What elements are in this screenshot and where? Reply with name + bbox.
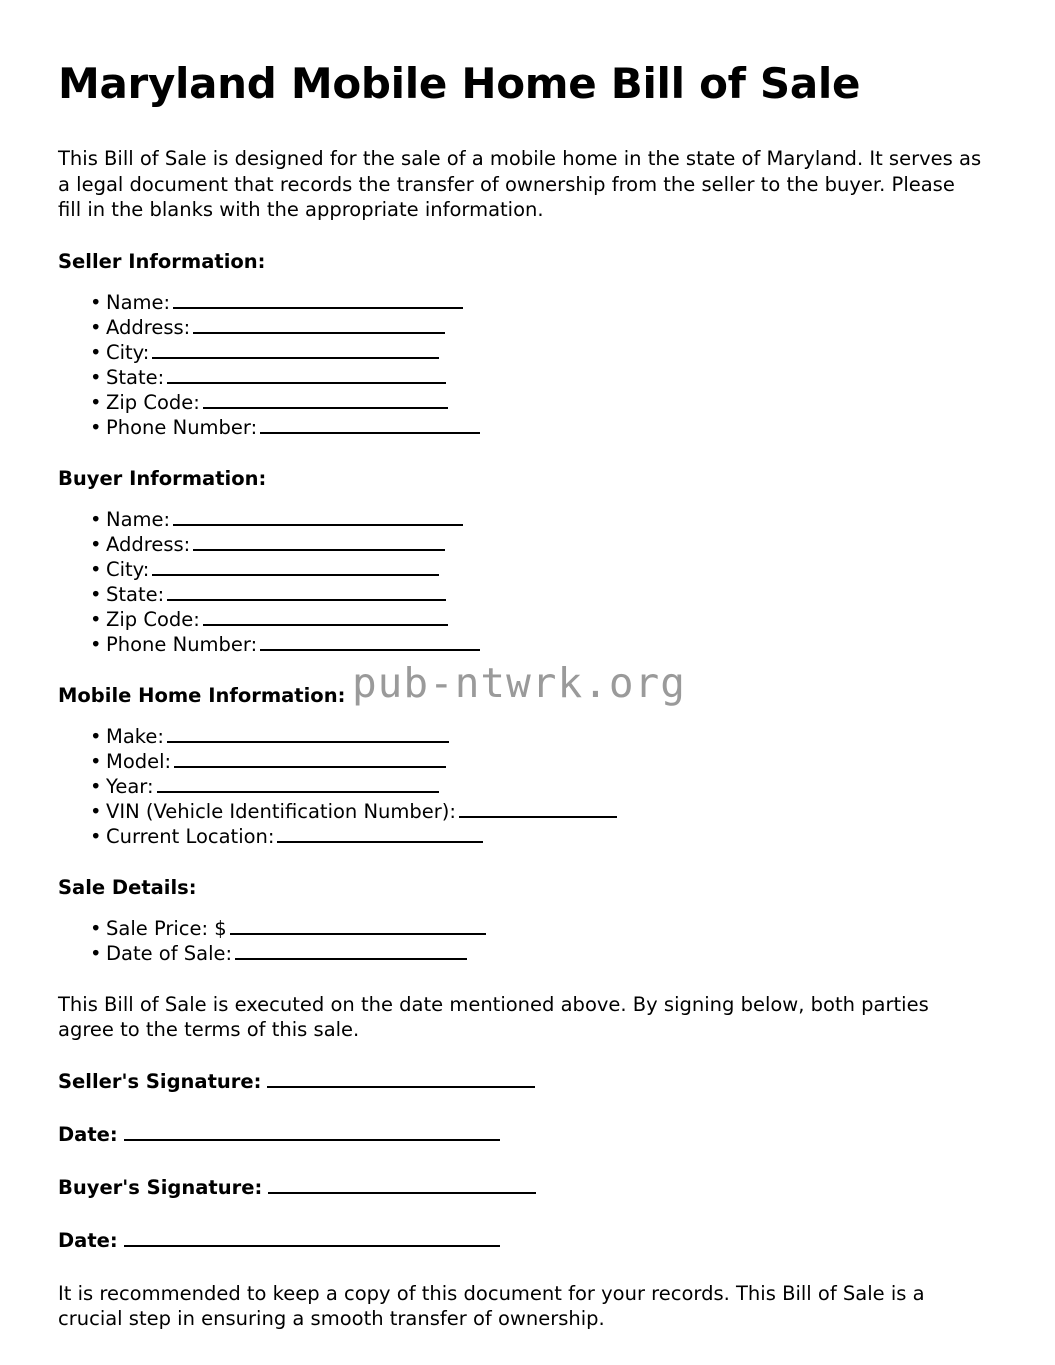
field-row: [58, 916, 997, 941]
field-row: [58, 582, 997, 607]
field-label: State:: [106, 582, 165, 606]
field-row: [58, 532, 997, 557]
field-blank[interactable]: [167, 585, 446, 601]
field-blank[interactable]: [174, 752, 446, 768]
field-row: [58, 799, 997, 824]
field-row: [58, 365, 997, 390]
signature-row-seller: [58, 1069, 997, 1094]
field-label: Zip Code:: [106, 390, 200, 414]
field-list-buyer: [58, 507, 997, 657]
field-row: [58, 824, 997, 849]
field-blank[interactable]: [235, 944, 467, 960]
field-label: Sale Price: $: [106, 916, 227, 940]
field-blank[interactable]: [203, 610, 448, 626]
section-heading-seller: Seller Information:: [58, 249, 266, 273]
field-blank[interactable]: [459, 802, 617, 818]
signature-label: Buyer's Signature:: [58, 1175, 263, 1199]
field-blank[interactable]: [152, 560, 439, 576]
field-row: [58, 415, 997, 440]
field-list-sale-details: [58, 916, 997, 966]
closing-paragraph: It is recommended to keep a copy of this document for your records. This Bill of Sale is a crucial step in ensuring a smooth transfer of ownership.: [58, 1281, 925, 1331]
field-label: Current Location:: [106, 824, 275, 848]
field-row: [58, 941, 997, 966]
field-row: [58, 632, 997, 657]
field-label: Address:: [106, 532, 191, 556]
field-label: Name:: [106, 290, 171, 314]
field-row: [58, 557, 997, 582]
field-row: [58, 390, 997, 415]
field-list-seller: [58, 290, 997, 440]
field-label: Name:: [106, 507, 171, 531]
field-label: Date of Sale:: [106, 941, 233, 965]
field-blank[interactable]: [260, 635, 480, 651]
field-label: Make:: [106, 724, 164, 748]
field-label: Zip Code:: [106, 607, 200, 631]
field-label: VIN (Vehicle Identification Number):: [106, 799, 456, 823]
signature-blank[interactable]: [124, 1125, 500, 1141]
field-row: [58, 749, 997, 774]
field-label: Phone Number:: [106, 415, 258, 439]
field-blank[interactable]: [193, 318, 445, 334]
signature-blank[interactable]: [267, 1072, 535, 1088]
field-blank[interactable]: [260, 418, 480, 434]
field-blank[interactable]: [203, 393, 448, 409]
signature-label: Date:: [58, 1122, 118, 1146]
section-heading-sale-details: Sale Details:: [58, 875, 197, 899]
field-label: Phone Number:: [106, 632, 258, 656]
field-blank[interactable]: [173, 510, 463, 526]
field-row: [58, 315, 997, 340]
field-label: City:: [106, 340, 150, 364]
signature-blank[interactable]: [124, 1231, 500, 1247]
site-watermark: pub-ntwrk.org: [352, 659, 686, 707]
field-row: [58, 724, 997, 749]
page-title: Maryland Mobile Home Bill of Sale: [58, 59, 861, 108]
field-blank[interactable]: [152, 343, 439, 359]
signature-row-seller-date: [58, 1122, 997, 1147]
section-heading-mobile-home: Mobile Home Information:: [58, 683, 346, 707]
execution-paragraph: This Bill of Sale is executed on the date mentioned above. By signing below, both parties agree to the terms of this sale.: [58, 992, 929, 1042]
section-heading-buyer: Buyer Information:: [58, 466, 267, 490]
signature-row-buyer: [58, 1175, 997, 1200]
field-blank[interactable]: [277, 827, 483, 843]
field-row: [58, 774, 997, 799]
field-label: Year:: [106, 774, 154, 798]
field-row: [58, 340, 997, 365]
signature-blank[interactable]: [268, 1178, 536, 1194]
field-blank[interactable]: [167, 368, 446, 384]
signature-label: Seller's Signature:: [58, 1069, 262, 1093]
field-label: Model:: [106, 749, 172, 773]
field-row: [58, 507, 997, 532]
field-label: Address:: [106, 315, 191, 339]
field-label: State:: [106, 365, 165, 389]
field-blank[interactable]: [157, 777, 439, 793]
field-list-mobile-home: [58, 724, 997, 849]
field-row: [58, 607, 997, 632]
field-blank[interactable]: [173, 293, 463, 309]
field-row: [58, 290, 997, 315]
intro-paragraph: This Bill of Sale is designed for the sale of a mobile home in the state of Maryland. It serves as a legal document that records the transfer of ownership from the seller to the buyer. Please fill in the blanks with the appropriate information.: [58, 147, 982, 222]
field-blank[interactable]: [193, 535, 445, 551]
field-blank[interactable]: [230, 919, 486, 935]
field-blank[interactable]: [167, 727, 449, 743]
signature-label: Date:: [58, 1228, 118, 1252]
signature-row-buyer-date: [58, 1228, 997, 1253]
field-label: City:: [106, 557, 150, 581]
